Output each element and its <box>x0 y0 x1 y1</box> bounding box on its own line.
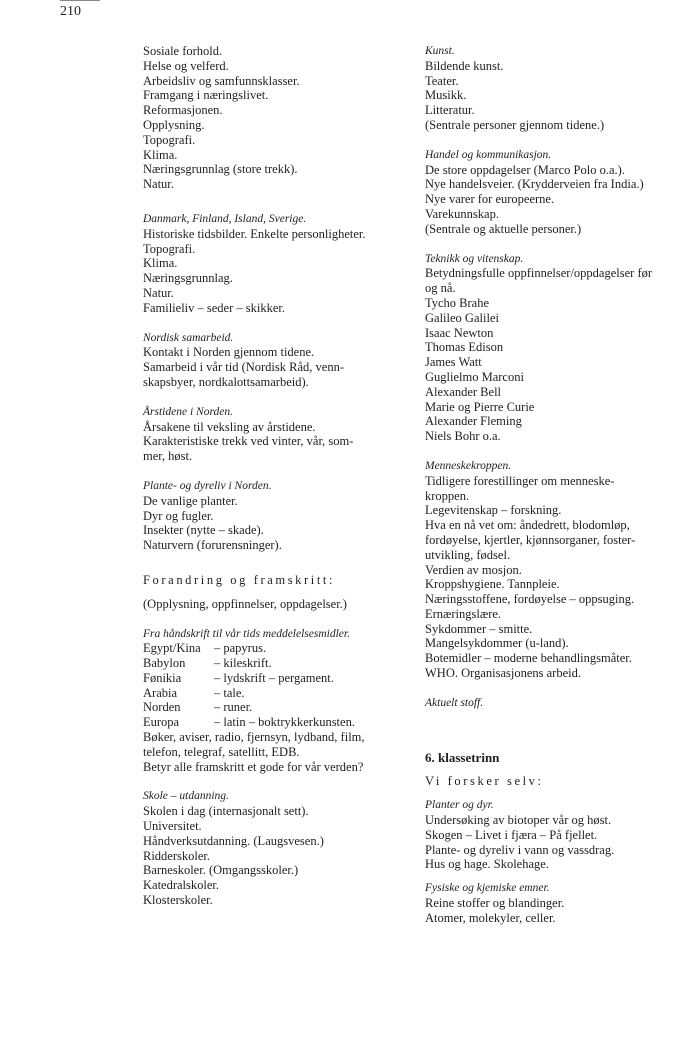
list-item: Topografi. <box>143 241 196 256</box>
list-item: Isaac Newton <box>425 325 494 340</box>
section-nordisk <box>143 331 405 390</box>
section-teknikk <box>425 252 687 444</box>
list-item: skapsbyer, nordkalottsamarbeid). <box>143 374 309 389</box>
table-row <box>143 656 405 671</box>
section-kunst <box>425 44 687 133</box>
list-item: Hva en nå vet om: åndedrett, blodomløp, <box>425 518 630 533</box>
list-item: De vanlige planter. <box>143 493 238 508</box>
list-item: Bøker, aviser, radio, fjernsyn, lydband, film, <box>143 730 365 745</box>
list-item: Ernæringslære. <box>425 606 502 621</box>
section-heading: Plante- og dyreliv i Norden. <box>143 479 272 492</box>
section-subtitle: (Opplysning, oppfinnelser, oppdagelser.) <box>143 596 347 611</box>
table-cell: Egypt/Kina <box>143 641 201 656</box>
list-item: Håndverksutdanning. (Laugsvesen.) <box>143 833 324 848</box>
list-item: fordøyelse, kjertler, kjønnsorganer, foster- <box>425 532 636 547</box>
section-heading: Kunst. <box>425 45 455 57</box>
table-row <box>143 715 405 730</box>
list-item: Karakteristiske trekk ved vinter, vår, som- <box>143 434 354 449</box>
section-heading: Danmark, Finland, Island, Sverige. <box>143 212 307 225</box>
section-forandring <box>143 573 405 612</box>
list-item: (Sentrale og aktuelle personer.) <box>425 221 582 236</box>
section-menneskekroppen <box>425 459 687 681</box>
list-item: De store oppdagelser (Marco Polo o.a.). <box>425 162 625 177</box>
list-item: Skogen – Livet i fjæra – På fjellet. <box>425 827 598 842</box>
section-skole <box>143 789 405 907</box>
list-item: Bildende kunst. <box>425 58 504 73</box>
table-cell: – lydskrift – pergament. <box>214 670 334 685</box>
table-cell: Fønikia <box>143 670 182 685</box>
table-cell: Norden <box>143 700 181 715</box>
section-klassetrinn <box>425 751 687 790</box>
list-item: Undersøking av biotoper vår og høst. <box>425 813 612 828</box>
section-heading: Årstidene i Norden. <box>143 405 233 418</box>
section-heading: Fysiske og kjemiske emner. <box>425 882 550 895</box>
section-danmark <box>143 212 405 316</box>
list-item: James Watt <box>425 355 482 370</box>
list-item: Tycho Brahe <box>425 295 490 310</box>
intro-list <box>143 44 405 192</box>
list-item: Nye handelsveier. (Krydderveien fra India.) <box>425 177 644 192</box>
left-column <box>143 44 405 908</box>
list-item: Klima. <box>143 256 178 271</box>
list-item: Opplysning. <box>143 117 205 132</box>
table-cell: Arabia <box>143 685 178 700</box>
list-item: Reine stoffer og blandinger. <box>425 896 565 911</box>
list-item: Næringsstoffene, fordøyelse – oppsuging. <box>425 592 635 607</box>
list-item: Kroppshygiene. Tannpleie. <box>425 577 560 592</box>
list-item: Reformasjonen. <box>143 103 223 118</box>
list-item: Samarbeid i vår tid (Nordisk Råd, venn- <box>143 360 344 375</box>
list-item: Mangelsykdommer (u-land). <box>425 636 569 651</box>
list-item: Sykdommer – smitte. <box>425 621 533 636</box>
list-item: Marie og Pierre Curie <box>425 399 535 414</box>
list-item: Botemidler – moderne behandlingsmåter. <box>425 651 632 666</box>
list-item: Betydningsfulle oppfinnelser/oppdagelser før <box>425 266 653 281</box>
list-item: Klima. <box>143 147 178 162</box>
list-item: Framgang i næringslivet. <box>143 88 269 103</box>
section-planter <box>425 798 687 872</box>
list-item: Varekunnskap. <box>425 206 499 221</box>
right-column <box>425 44 687 926</box>
table-row <box>143 671 405 686</box>
section-fysiske <box>425 881 687 925</box>
list-item: Hus og hage. Skolehage. <box>425 857 549 872</box>
grade-title: 6. klassetrinn <box>425 749 500 765</box>
list-item: Guglielmo Marconi <box>425 369 524 384</box>
list-item: Sosiale forhold. <box>143 44 223 58</box>
list-item: Natur. <box>143 285 174 300</box>
list-item: Klosterskoler. <box>143 893 213 908</box>
list-item: kroppen. <box>425 488 470 503</box>
list-item: Insekter (nytte – skade). <box>143 523 264 538</box>
section-heading-aktuelt: Aktuelt stoff. <box>425 696 484 709</box>
section-handel <box>425 148 687 237</box>
table-row <box>143 700 405 715</box>
table-row <box>143 686 405 701</box>
list-item: Helse og velferd. <box>143 58 229 73</box>
section-heading: Planter og dyr. <box>425 799 494 812</box>
list-item: Universitet. <box>143 819 202 834</box>
list-item: Plante- og dyreliv i vann og vassdrag. <box>425 842 615 857</box>
list-item: Katedralskoler. <box>143 878 220 893</box>
list-item: Thomas Edison <box>425 340 504 355</box>
section-heading: Nordisk samarbeid. <box>143 331 234 344</box>
list-item: Musikk. <box>425 88 467 103</box>
list-item: mer, høst. <box>143 449 193 464</box>
list-item: Alexander Bell <box>425 384 502 399</box>
list-item: Atomer, molekyler, celler. <box>425 910 556 925</box>
table-row <box>143 641 405 656</box>
section-heading: Skole – utdanning. <box>143 790 229 803</box>
section-media <box>143 627 405 775</box>
table-cell: Babylon <box>143 656 186 671</box>
list-item: og nå. <box>425 281 456 296</box>
table-cell: – runer. <box>214 700 253 715</box>
list-item: Legevitenskap – forskning. <box>425 503 562 518</box>
table-cell: – papyrus. <box>214 641 267 656</box>
grade-subtitle: Vi forsker selv: <box>425 774 544 789</box>
list-item: Litteratur. <box>425 103 475 118</box>
list-item: Topografi. <box>143 132 196 147</box>
list-item: Verdien av mosjon. <box>425 562 522 577</box>
list-item: Kontakt i Norden gjennom tidene. <box>143 345 315 360</box>
section-heading: Teknikk og vitenskap. <box>425 252 524 265</box>
list-item: telefon, telegraf, satellitt, EDB. <box>143 744 300 759</box>
list-item: Dyr og fugler. <box>143 508 214 523</box>
table-cell: – tale. <box>214 685 245 700</box>
list-item: Betyr alle framskritt et gode for vår verden? <box>143 759 364 774</box>
list-item: (Sentrale personer gjennom tidene.) <box>425 117 605 132</box>
list-item: Næringsgrunnlag. <box>143 271 233 286</box>
section-arstidene <box>143 405 405 464</box>
list-item: Historiske tidsbilder. Enkelte personligheter. <box>143 226 366 241</box>
list-item: Galileo Galilei <box>425 310 499 325</box>
list-item: Barneskoler. (Omgangsskoler.) <box>143 863 299 878</box>
table-cell: – latin – boktrykkerkunsten. <box>214 715 355 730</box>
list-item: Familieliv – seder – skikker. <box>143 300 285 315</box>
list-item: Nye varer for europeerne. <box>425 192 555 207</box>
list-item: Arbeidsliv og samfunnsklasser. <box>143 73 300 88</box>
top-rule <box>60 0 100 1</box>
list-item: utvikling, fødsel. <box>425 547 511 562</box>
list-item: Tidligere forestillinger om menneske- <box>425 473 615 488</box>
list-item: Naturvern (forurensninger). <box>143 538 282 553</box>
list-item: Natur. <box>143 177 174 192</box>
page-number: 210 <box>60 4 81 19</box>
list-item: WHO. Organisasjonens arbeid. <box>425 666 581 681</box>
list-item: Næringsgrunnlag (store trekk). <box>143 162 298 177</box>
list-item: Årsakene til veksling av årstidene. <box>143 419 316 434</box>
section-heading: Fra håndskrift til vår tids meddelelsesmidler. <box>143 627 350 640</box>
section-heading: Menneskekroppen. <box>425 459 512 472</box>
table-cell: Europa <box>143 715 180 730</box>
section-heading: Handel og kommunikasjon. <box>425 148 552 161</box>
list-item: Ridderskoler. <box>143 848 211 863</box>
list-item: Alexander Fleming <box>425 414 522 429</box>
list-item: Teater. <box>425 73 459 88</box>
list-item: Niels Bohr o.a. <box>425 429 501 444</box>
section-title: Forandring og framskritt: <box>143 572 336 587</box>
section-plante <box>143 479 405 553</box>
list-item: Skolen i dag (internasjonalt sett). <box>143 804 309 819</box>
table-cell: – kileskrift. <box>214 656 272 671</box>
